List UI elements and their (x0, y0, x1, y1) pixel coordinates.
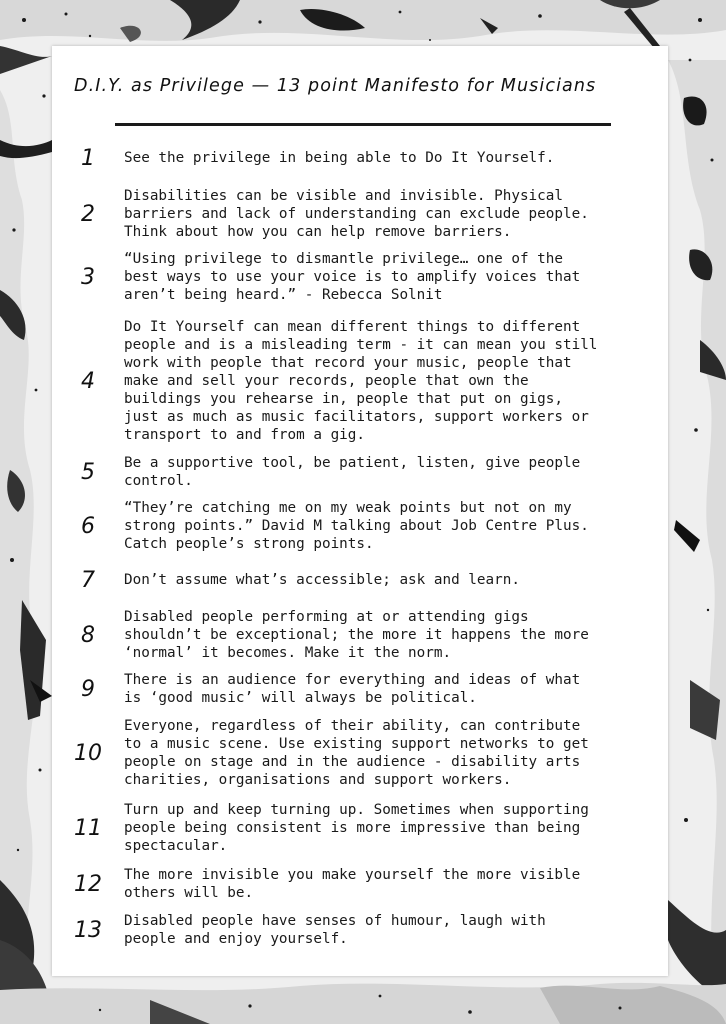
manifesto-list (52, 46, 668, 976)
manifesto-item (52, 498, 668, 554)
item-text: Disabilities can be visible and invisible. Physical barriers and lack of understanding can exclude people. Think about how you can help remove barriers. (124, 188, 589, 240)
item-number: 7 (81, 567, 95, 593)
item-text: “They’re catching me on my weak points but not on my strong points.” David M talking about Job Centre Plus. Catch people’s strong points. (124, 500, 589, 552)
manifesto-item (52, 607, 668, 663)
item-text: Don’t assume what’s accessible; ask and learn. (124, 572, 520, 588)
manifesto-item (52, 317, 668, 445)
item-text: Disabled people performing at or attending gigs shouldn’t be exceptional; the more it happens the more ‘normal’ it becomes. Make it the norm. (124, 609, 589, 661)
item-number: 5 (81, 459, 95, 485)
item-number: 1 (81, 145, 95, 171)
manifesto-item (52, 716, 668, 790)
item-number: 2 (81, 201, 95, 227)
item-number: 12 (74, 871, 102, 897)
item-text: Do It Yourself can mean different things to different people and is a misleading term - it can mean you still work with people that record your music, people that make and sell your records, people that own the buildings you rehearse in, people that put on gigs, just as much as music facilitators, support workers or transport to and from a gig. (124, 319, 598, 443)
manifesto-item (52, 249, 668, 305)
manifesto-item (52, 146, 668, 170)
item-text: Disabled people have senses of humour, laugh with people and enjoy yourself. (124, 913, 546, 947)
manifesto-item (52, 186, 668, 242)
manifesto-item (52, 568, 668, 592)
item-number: 8 (81, 622, 95, 648)
item-number: 6 (81, 513, 95, 539)
item-text: See the privilege in being able to Do It Yourself. (124, 150, 555, 166)
item-number: 10 (74, 740, 102, 766)
manifesto-title: D.I.Y. as Privilege — 13 point Manifesto for Musicians (74, 76, 597, 96)
manifesto-item (52, 453, 668, 491)
item-text: Be a supportive tool, be patient, listen, give people control. (124, 455, 581, 489)
item-number: 4 (81, 368, 95, 394)
manifesto-item (52, 800, 668, 856)
item-text: There is an audience for everything and ideas of what is ‘good music’ will always be political. (124, 672, 581, 706)
item-number: 11 (74, 815, 102, 841)
manifesto-item (52, 670, 668, 708)
item-text: Everyone, regardless of their ability, can contribute to a music scene. Use existing support networks to get people on stage and in the audience - disability arts charities, organisations and support workers. (124, 718, 589, 788)
item-text: Turn up and keep turning up. Sometimes when supporting people being consistent is more impressive than being spectacular. (124, 802, 589, 854)
manifesto-item (52, 865, 668, 903)
manifesto-item (52, 911, 668, 949)
item-text: “Using privilege to dismantle privilege… one of the best ways to use your voice is to amplify voices that aren’t being heard.” - Rebecca Solnit (124, 251, 581, 303)
item-text: The more invisible you make yourself the more visible others will be. (124, 867, 581, 901)
item-number: 13 (74, 917, 102, 943)
manifesto-sheet (52, 46, 668, 976)
item-number: 9 (81, 676, 95, 702)
item-number: 3 (81, 264, 95, 290)
